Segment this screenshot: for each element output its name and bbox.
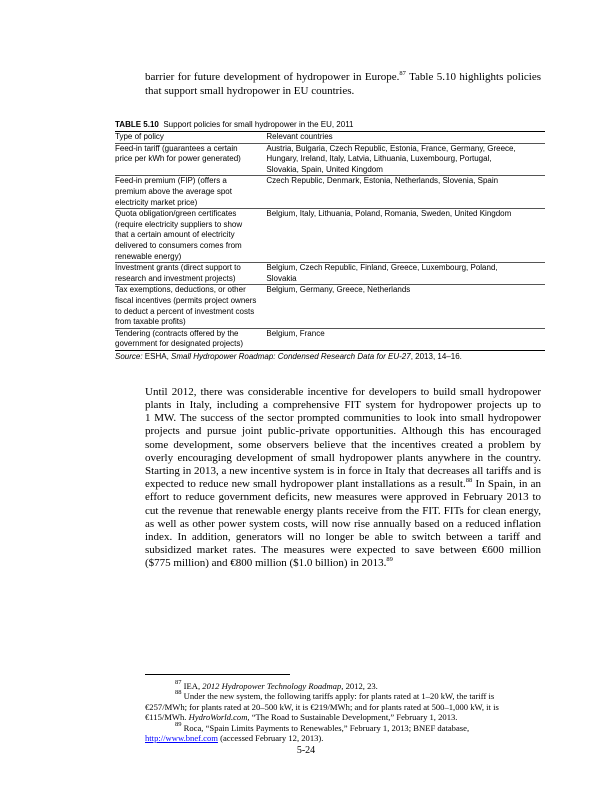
text-line: plants in Italy, including a comprehensive FIT system for hydropower projects up to: [145, 399, 541, 412]
footnote-87: $^{87}$ IEA, 2012 Hydropower Technology Roadmap, 2012, 23.: [175, 679, 378, 691]
text-line: barrier for future development of hydropower in Europe.$^{87}$ Table 5.10 highlights policies: [145, 70, 541, 83]
text-line: Until 2012, there was considerable incentive for developers to build small hydropower: [145, 385, 541, 398]
text-line: subsidized market rates. The measures were expected to save between €600 million: [145, 544, 541, 557]
footnote-88-line2: €257/MWh; for plants rated at 20–500 kW, it is €219/MWh; and for plants rated at 500–1,000 kW, it is: [145, 701, 499, 712]
cell-policy: Tendering (contracts offered by the government for designated projects): [115, 328, 266, 351]
text-line: expected to reduce new small hydropower plant installations as a result.$^{88}$ In Spain, in an: [145, 477, 541, 491]
footnote-separator: [145, 674, 290, 675]
text-line: some development, some observers believe that the incentives created a problem by: [145, 438, 541, 451]
body-paragraph: [145, 386, 541, 571]
header-countries: Relevant countries: [266, 131, 545, 143]
table-caption: TABLE 5.10 Support policies for small hydropower in the EU, 2011: [115, 120, 354, 129]
page-number: 5-24: [296, 745, 316, 756]
cell-countries: Belgium, Germany, Greece, Netherlands: [266, 284, 545, 327]
footnote-89-line2: http://www.bnef.com (accessed February 12, 2013).: [145, 732, 324, 743]
header-policy: Type of policy: [115, 131, 266, 143]
cell-countries: Belgium, France: [266, 328, 545, 351]
cell-countries: Czech Republic, Denmark, Estonia, Netherlands, Slovenia, Spain: [266, 175, 545, 208]
text-line: Starting in 2013, a new incentive system is in force in Italy that decreases all tariffs and is: [145, 465, 541, 477]
footnotes: [145, 681, 565, 743]
table-grid: [115, 131, 545, 351]
footnote-88-line3: €115/MWh. HydroWorld.com, “The Road to Sustainable Development,” February 1, 2013.: [145, 712, 458, 723]
footnote-ref: 87: [399, 70, 406, 77]
cell-countries: Austria, Bulgaria, Czech Republic, Estonia, France, Germany, Greece, Hungary, Ireland, Italy, Latvia, Lithuania, Luxembourg, Portugal, Slovakia, Spain, United Kingdom: [266, 143, 545, 176]
cell-countries: Belgium, Italy, Lithuania, Poland, Romania, Sweden, United Kingdom: [266, 208, 545, 262]
table-5-10: [115, 120, 545, 362]
cell-policy: Tax exemptions, deductions, or other fiscal incentives (permits project owners to deduct a percent of investment costs from taxable profits): [115, 284, 266, 327]
text-line: projects and pursue joint public-private opportunities. Although this has encouraged: [145, 425, 541, 438]
cell-policy: Quota obligation/green certificates (require electricity suppliers to show that a certain amount of electricity delivered to consumers comes from renewable energy): [115, 208, 266, 262]
text-line: index. In addition, generators will no longer be able to switch between a tariff and: [145, 530, 541, 543]
text-line: as well as other power system costs, will now rise annually based on a reduced inflation: [145, 517, 541, 530]
cell-countries: Belgium, Czech Republic, Finland, Greece, Luxembourg, Poland, Slovakia: [266, 262, 545, 284]
table-source: Source: ESHA, Small Hydropower Roadmap: Condensed Research Data for EU-27, 2013, 14–16.: [115, 351, 462, 361]
text-line: 1 MW. The success of the sector prompted communities to look into small hydropower: [145, 412, 541, 425]
bnef-link[interactable]: http://www.bnef.com: [145, 732, 218, 743]
cell-policy: Feed-in premium (FIP) (offers a premium above the average spot electricity market price): [115, 175, 266, 208]
cell-policy: Investment grants (direct support to research and investment projects): [115, 262, 266, 284]
footnote-ref: 89: [386, 556, 393, 564]
footnote-ref: 88: [465, 477, 473, 485]
text-line: that support small hydropower in EU countries.: [145, 85, 355, 97]
page-content: [115, 70, 555, 571]
footnote-88: $^{88}$ Under the new system, the following tariffs apply: for plants rated at 1–20 kW, the tariff is: [175, 689, 495, 702]
text-line: effort to reduce government deficits, new measures were approved in February 2013 to: [145, 491, 541, 504]
text-line: ($775 million) and €800 million ($1.0 billion) in 2013.89: [145, 556, 393, 570]
cell-policy: Feed-in tariff (guarantees a certain price per kWh for power generated): [115, 143, 266, 176]
intro-paragraph: [145, 70, 541, 98]
text-line: cut the revenue that renewable energy plants receive from the FIT. FITs for clean energy,: [145, 504, 541, 517]
footnote-89: $^{89}$ Roca, “Spain Limits Payments to Renewables,” February 1, 2013; BNEF database,: [175, 720, 470, 733]
text-line: overly encouraging development of small hydropower plants anywhere in the country.: [145, 451, 541, 464]
